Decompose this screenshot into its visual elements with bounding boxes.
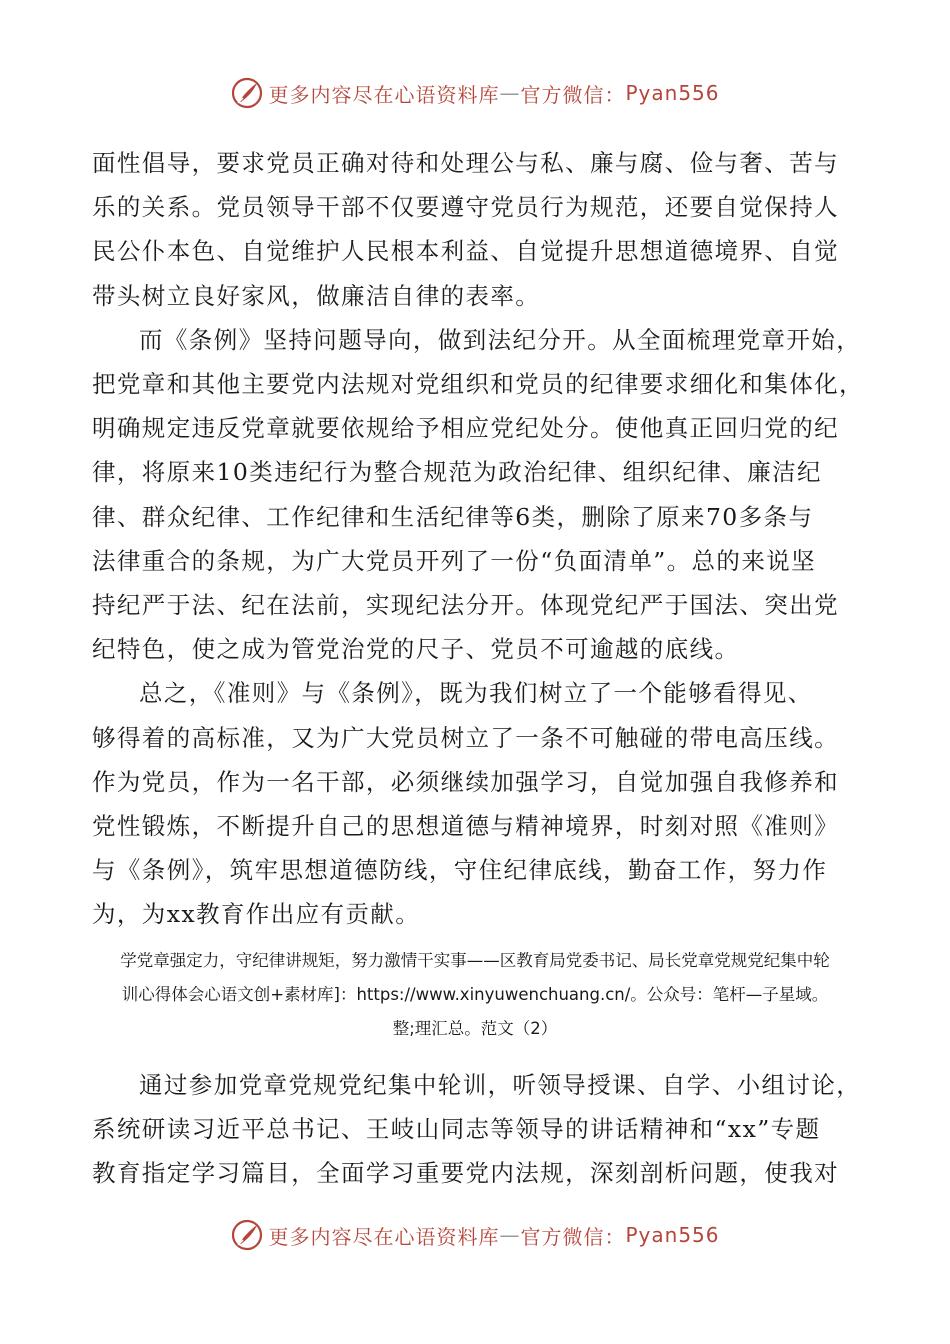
text-line: 通过参加党章党规党纪集中轮训，听领导授课、自学、小组讨论， bbox=[139, 1071, 862, 1099]
body-upper bbox=[92, 141, 872, 937]
paragraph-4 bbox=[92, 1063, 872, 1196]
watermark-wechat-label: 官方微信： bbox=[520, 82, 626, 107]
text-line: 带头树立良好家风，做廉洁自律的表率。 bbox=[92, 281, 541, 310]
section-heading bbox=[70, 944, 880, 1046]
paragraph-1 bbox=[92, 141, 872, 318]
text-line: 面性倡导，要求党员正确对待和处理公与私、廉与腐、俭与奢、苦与 bbox=[92, 149, 839, 177]
heading-line: 整;理汇总。范文（2） bbox=[392, 1019, 558, 1038]
text-line: 律、群众纪律、工作纪律和生活纪律等6类，删除了原来70多条与 bbox=[92, 502, 814, 531]
text-line: 纪特色，使之成为管党治党的尺子、党员不可逾越的底线。 bbox=[92, 635, 740, 664]
text-line: 而《条例》坚持问题导向，做到法纪分开。从全面梳理党章开始， bbox=[139, 325, 862, 354]
text-line: 总之，《准则》与《条例》，既为我们树立了一个能够看得见、 bbox=[139, 679, 813, 708]
header-watermark bbox=[0, 76, 950, 110]
text-line: 法律重合的条规，为广大党员开列了一份“负面清单”。总的来说坚 bbox=[92, 546, 817, 575]
text-line: 系统研读习近平总书记、王岐山同志等领导的讲话精神和“xx”专题 bbox=[92, 1115, 821, 1144]
text-line: 党性锻炼，不断提升自己的思想道德与精神境界，时刻对照《准则》 bbox=[92, 812, 839, 841]
body-lower bbox=[92, 1063, 872, 1196]
text-line: 教育指定学习篇目，全面学习重要党内法规，深刻剖析问题，使我对 bbox=[92, 1159, 839, 1188]
heading-line: 学党章强定力，守纪律讲规矩，努力激情干实事——区教育局党委书记、局长党章党规党纪集中轮 bbox=[120, 951, 830, 970]
footer-watermark bbox=[0, 1218, 950, 1252]
text-line: 与《条例》，筑牢思想道德防线，守住纪律底线，勤奋工作，努力作 bbox=[92, 856, 828, 885]
text-line: 持纪严于法、纪在法前，实现纪法分开。体现党纪严于国法、突出党 bbox=[92, 591, 839, 620]
watermark-brand: 更多内容尽在心语资料库 bbox=[268, 82, 500, 107]
watermark-separator: — bbox=[499, 81, 521, 105]
watermark-wechat-id: Pyan556 bbox=[625, 81, 720, 105]
watermark-wechat-id: Pyan556 bbox=[625, 1223, 720, 1247]
quill-logo-icon bbox=[230, 76, 264, 110]
text-line: 民公仆本色、自觉维护人民根本利益、自觉提升思想道德境界、自觉 bbox=[92, 237, 839, 266]
paragraph-3 bbox=[92, 671, 872, 936]
watermark-separator: — bbox=[499, 1223, 521, 1247]
text-line: 为，为xx教育作出应有贡献。 bbox=[92, 900, 421, 929]
watermark-brand: 更多内容尽在心语资料库 bbox=[268, 1224, 500, 1249]
heading-line: 训心得体会心语文创+素材库]：https://www.xinyuwenchuang.cn/。公众号：笔杆—子星域。 bbox=[121, 985, 829, 1004]
text-line: 律，将原来10类违纪行为整合规范为政治纪律、组织纪律、廉洁纪 bbox=[92, 458, 822, 487]
text-line: 够得着的高标准，又为广大党员树立了一条不可触碰的带电高压线。 bbox=[92, 723, 839, 752]
text-line: 把党章和其他主要党内法规对党组织和党员的纪律要求细化和集体化， bbox=[92, 370, 864, 399]
watermark-wechat-label: 官方微信： bbox=[520, 1224, 626, 1249]
text-line: 作为党员，作为一名干部，必须继续加强学习，自觉加强自我修养和 bbox=[92, 767, 839, 796]
quill-logo-icon bbox=[230, 1218, 264, 1252]
text-line: 明确规定违反党章就要依规给予相应党纪处分。使他真正回归党的纪 bbox=[92, 414, 839, 443]
text-line: 乐的关系。党员领导干部不仅要遵守党员行为规范，还要自觉保持人 bbox=[92, 193, 839, 222]
paragraph-2 bbox=[92, 318, 872, 672]
